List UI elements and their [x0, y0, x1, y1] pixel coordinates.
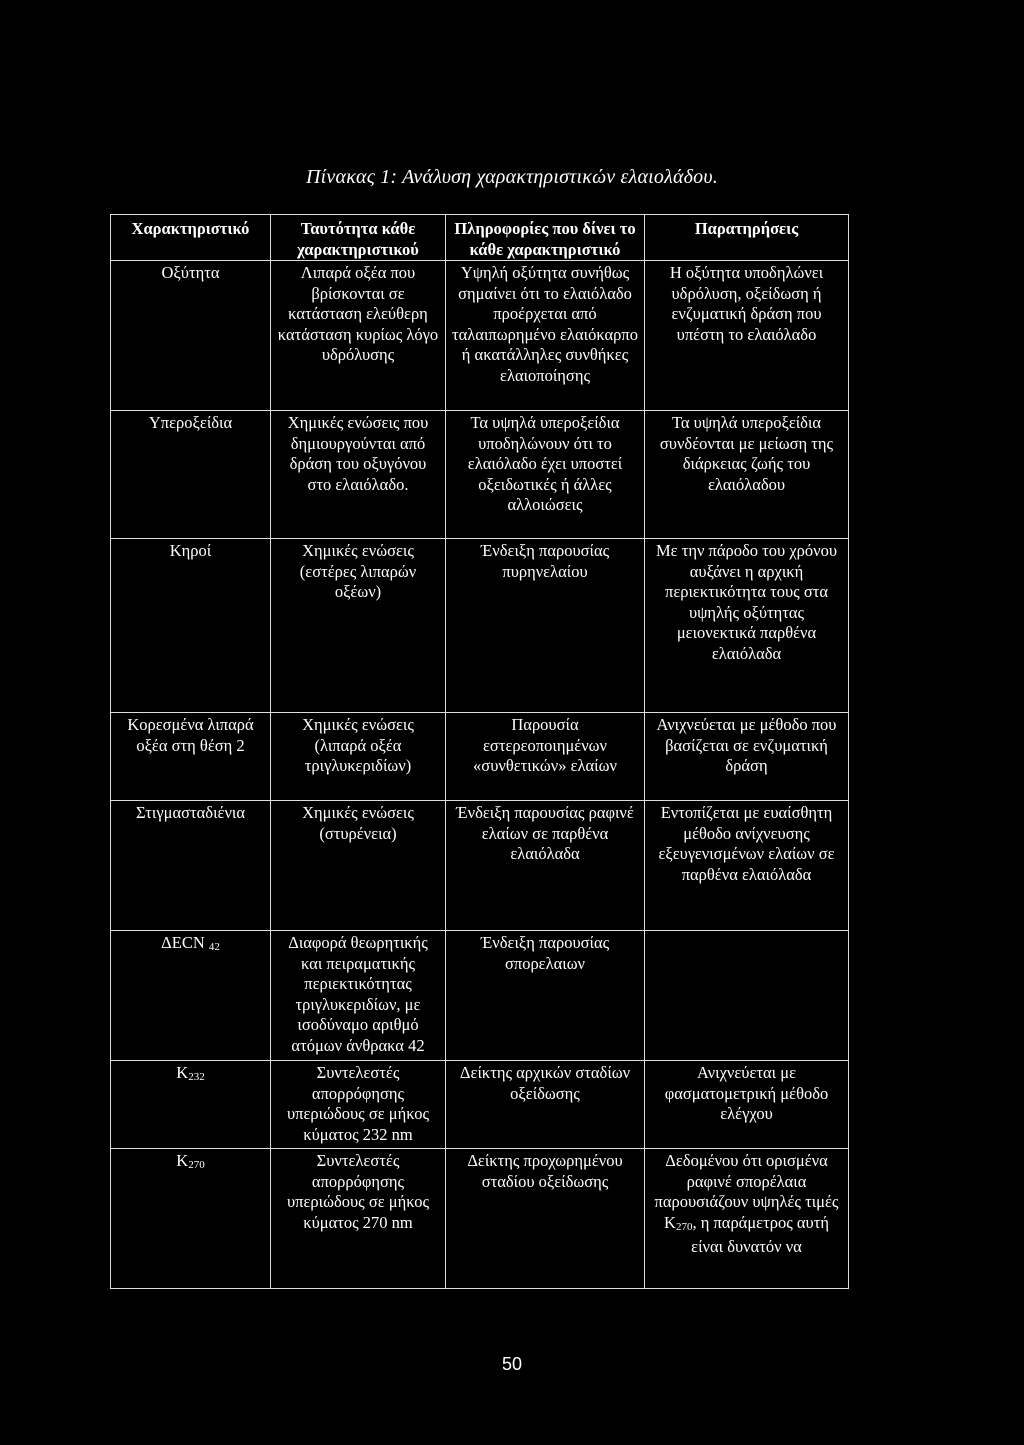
cell-identity: Χημικές ενώσεις (εστέρες λιπαρών οξέων) — [271, 539, 446, 713]
table-header-row — [111, 215, 849, 261]
header-notes: Παρατηρήσεις — [645, 215, 849, 261]
cell-notes — [645, 1149, 849, 1289]
characteristic-main-text: K — [176, 1063, 189, 1082]
cell-info: Παρουσία εστερεοποιημένων «συνθετικών» ελαίων — [446, 713, 645, 801]
table-row — [111, 1149, 849, 1289]
table-row — [111, 261, 849, 411]
cell-info: Ένδειξη παρουσίας πυρηνελαίου — [446, 539, 645, 713]
cell-identity: Λιπαρά οξέα που βρίσκονται σε κατάσταση ελεύθερη κατάσταση κυρίως λόγο υδρόλυσης — [271, 261, 446, 411]
cell-characteristic: Στιγμασταδιένια — [111, 801, 271, 931]
notes-text-prefix: Δεδομένου ότι ορισμένα ραφινέ σπορέλαια παρουσιάζουν υψηλές τιμές K — [654, 1151, 839, 1232]
cell-info: Δείκτης προχωρημένου σταδίου οξείδωσης — [446, 1149, 645, 1289]
cell-notes: Ανιχνεύεται με φασματομετρική μέθοδο ελέγχου — [645, 1061, 849, 1149]
cell-characteristic — [111, 1061, 271, 1149]
table-row — [111, 931, 849, 1061]
cell-info: Υψηλή οξύτητα συνήθως σημαίνει ότι το ελαιόλαδο προέρχεται από ταλαιπωρημένο ελαιόκαρπο ή ακατάλληλες συνθήκες ελαιοποίησης — [446, 261, 645, 411]
cell-info: Ένδειξη παρουσίας ραφινέ ελαίων σε παρθένα ελαιόλαδα — [446, 801, 645, 931]
cell-identity: Χημικές ενώσεις που δημιουργούνται από δράση του οξυγόνου στο ελαιόλαδο. — [271, 411, 446, 539]
cell-characteristic — [111, 1149, 271, 1289]
table-caption: Πίνακας 1: Ανάλυση χαρακτηριστικών ελαιολάδου. — [306, 166, 718, 188]
characteristic-subscript: 270 — [188, 1159, 205, 1171]
cell-characteristic — [111, 931, 271, 1061]
table-row — [111, 411, 849, 539]
cell-notes — [645, 931, 849, 1061]
cell-characteristic: Οξύτητα — [111, 261, 271, 411]
cell-characteristic: Κορεσμένα λιπαρά οξέα στη θέση 2 — [111, 713, 271, 801]
cell-notes: Τα υψηλά υπεροξείδια συνδέονται με μείωση της διάρκειας ζωής του ελαιόλαδου — [645, 411, 849, 539]
header-identity: Ταυτότητα κάθε χαρακτηριστικού — [271, 215, 446, 261]
notes-text-suffix: , η παράμετρος αυτή είναι δυνατόν να — [691, 1212, 829, 1256]
notes-subscript: 270 — [675, 1220, 693, 1233]
cell-characteristic: Υπεροξείδια — [111, 411, 271, 539]
cell-info: Ένδειξη παρουσίας σπορελαιων — [446, 931, 645, 1061]
table-row — [111, 713, 849, 801]
header-info: Πληροφορίες που δίνει το κάθε χαρακτηριστικό — [446, 215, 645, 261]
characteristic-main-text: ΔECN — [161, 933, 205, 952]
table-row — [111, 1061, 849, 1149]
table-row — [111, 539, 849, 713]
cell-notes: Με την πάροδο του χρόνου αυξάνει η αρχική περιεκτικότητα τους στα υψηλής οξύτητας μειονεκτικά παρθένα ελαιόλαδα — [645, 539, 849, 713]
cell-info: Τα υψηλά υπεροξείδια υποδηλώνουν ότι το ελαιόλαδο έχει υποστεί οξειδωτικές ή άλλες αλλοιώσεις — [446, 411, 645, 539]
page-number: 50 — [501, 1354, 523, 1374]
cell-info: Δείκτης αρχικών σταδίων οξείδωσης — [446, 1061, 645, 1149]
cell-notes: Ανιχνεύεται με μέθοδο που βασίζεται σε ενζυματική δράση — [645, 713, 849, 801]
cell-identity: Χημικές ενώσεις (στυρένεια) — [271, 801, 446, 931]
cell-identity: Συντελεστές απορρόφησης υπεριώδους σε μήκος κύματος 270 nm — [271, 1149, 446, 1289]
cell-notes: Η οξύτητα υποδηλώνει υδρόλυση, οξείδωση ή ενζυματική δράση που υπέστη το ελαιόλαδο — [645, 261, 849, 411]
header-characteristic: Χαρακτηριστικό — [111, 215, 271, 261]
cell-identity: Διαφορά θεωρητικής και πειραματικής περιεκτικότητας τριγλυκεριδίων, με ισοδύναμο αριθμό ατόμων άνθρακα 42 — [271, 931, 446, 1061]
cell-notes: Εντοπίζεται με ευαίσθητη μέθοδο ανίχνευσης εξευγενισμένων ελαίων σε παρθένα ελαιόλαδα — [645, 801, 849, 931]
characteristic-subscript: 42 — [208, 941, 220, 953]
cell-identity: Συντελεστές απορρόφησης υπεριώδους σε μήκος κύματος 232 nm — [271, 1061, 446, 1149]
characteristic-main-text: K — [176, 1151, 189, 1170]
cell-identity: Χημικές ενώσεις (λιπαρά οξέα τριγλυκεριδίων) — [271, 713, 446, 801]
cell-characteristic: Κηροί — [111, 539, 271, 713]
characteristic-subscript: 232 — [188, 1071, 205, 1083]
olive-oil-characteristics-table — [110, 214, 849, 1289]
table-row — [111, 801, 849, 931]
